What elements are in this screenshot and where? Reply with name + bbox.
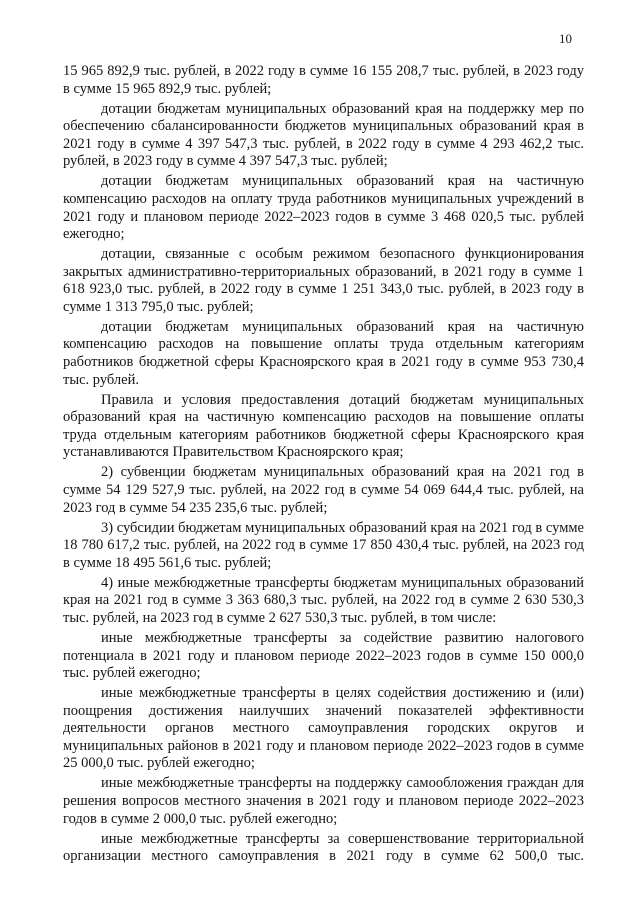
paragraph: иные межбюджетные трансферты за совершенствование территориальной организации местного самоуправления в 2021 году в сумме 62 500,0 тыс. <box>63 830 584 865</box>
document-body <box>63 63 584 866</box>
paragraph: дотации, связанные с особым режимом безопасного функционирования закрытых административно-территориальных образований, в 2021 году в сумме 1 618 923,0 тыс. рублей, в 2022 году в сумме 1 251 343,0 тыс. рублей, в 2023 году в сумме 1 313 795,0 тыс. рублей; <box>63 246 584 315</box>
page-number: 10 <box>559 31 572 46</box>
paragraph: дотации бюджетам муниципальных образований края на частичную компенсацию расходов на оплату труда работников муниципальных учреждений в 2021 году и плановом периоде 2022–2023 годов в сумме 3 468 020,5 тыс. рублей ежегодно; <box>63 173 584 243</box>
paragraph: иные межбюджетные трансферты в целях содействия достижению и (или) поощрения достижения наилучших значений показателей эффективности деятельности органов местного самоуправления городских округов и муниципальных районов в 2021 году и плановом периоде 2022–2023 годов в сумме 25 000,0 тыс. рублей ежегодно; <box>63 685 584 772</box>
paragraph: 15 965 892,9 тыс. рублей, в 2022 году в сумме 16 155 208,7 тыс. рублей, в 2023 году в сумме 15 965 892,9 тыс. рублей; <box>63 63 584 97</box>
paragraph: 4) иные межбюджетные трансферты бюджетам муниципальных образований края на 2021 год в сумме 3 363 680,3 тыс. рублей, на 2022 год в сумме 2 630 530,3 тыс. рублей, на 2023 год в сумме 2 627 530,3 тыс. рублей, в том числе: <box>63 574 584 626</box>
paragraph: 3) субсидии бюджетам муниципальных образований края на 2021 год в сумме 18 780 617,2 тыс. рублей, на 2022 год в сумме 17 850 430,4 тыс. рублей, на 2023 год в сумме 18 495 561,6 тыс. рублей; <box>63 519 584 571</box>
paragraph: иные межбюджетные трансферты за содействие развитию налогового потенциала в 2021 году и плановом периоде 2022–2023 годов в сумме 150 000,0 тыс. рублей ежегодно; <box>63 629 584 682</box>
paragraph: Правила и условия предоставления дотаций бюджетам муниципальных образований края на частичную компенсацию расходов на повышение оплаты труда отдельным категориям работников бюджетной сферы Красноярского края устанавливаются Правительством Красноярского края; <box>63 391 584 461</box>
paragraph: дотации бюджетам муниципальных образований края на частичную компенсацию расходов на повышение оплаты труда отдельным категориям работников бюджетной сферы Красноярского края в 2021 году в сумме 953 730,4 тыс. рублей. <box>63 318 584 388</box>
paragraph: 2) субвенции бюджетам муниципальных образований края на 2021 год в сумме 54 129 527,9 тыс. рублей, на 2022 год в сумме 54 069 644,4 тыс. рублей, на 2023 год в сумме 54 235 235,6 тыс. рублей; <box>63 464 584 516</box>
paragraph: дотации бюджетам муниципальных образований края на поддержку мер по обеспечению сбалансированности бюджетов муниципальных образований края в 2021 году в сумме 4 397 547,3 тыс. рублей, в 2022 году в сумме 4 293 462,2 тыс. рублей, в 2023 году в сумме 4 397 547,3 тыс. рублей; <box>63 100 584 170</box>
paragraph: иные межбюджетные трансферты на поддержку самообложения граждан для решения вопросов местного значения в 2021 году и плановом периоде 2022–2023 годов в сумме 2 000,0 тыс. рублей ежегодно; <box>63 775 584 827</box>
